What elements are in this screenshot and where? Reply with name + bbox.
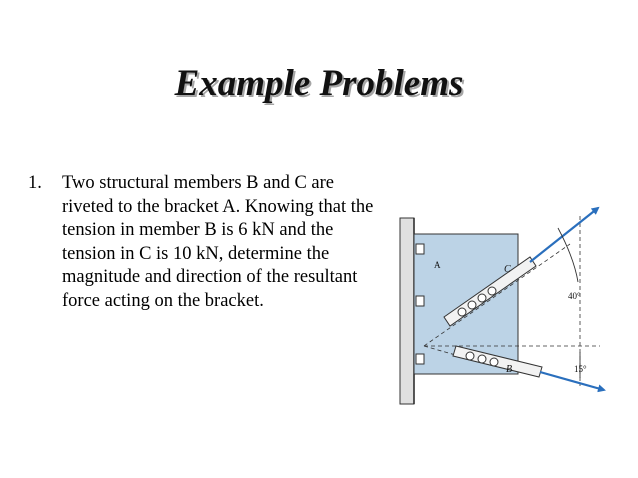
force-arrow-c bbox=[530, 208, 598, 262]
problem-number: 1. bbox=[28, 173, 42, 193]
wall bbox=[400, 218, 414, 404]
label-c: C bbox=[504, 264, 511, 275]
problem-text: Two structural members B and C are riveted to the bracket A. Knowing that the tension in member B is 6 kN and the tension in C is 10 kN, determine the magnitude and direction of the resultant force acting on the bracket. bbox=[62, 173, 374, 311]
slide-title: Example Problems bbox=[174, 63, 464, 104]
label-angle-40: 40° bbox=[568, 291, 581, 301]
bracket-diagram bbox=[392, 186, 612, 406]
problem-statement bbox=[28, 172, 388, 313]
force-arrow-b bbox=[540, 372, 604, 390]
label-b: B bbox=[506, 364, 513, 375]
label-a: A bbox=[434, 260, 441, 270]
label-angle-15: 15° bbox=[574, 364, 587, 374]
